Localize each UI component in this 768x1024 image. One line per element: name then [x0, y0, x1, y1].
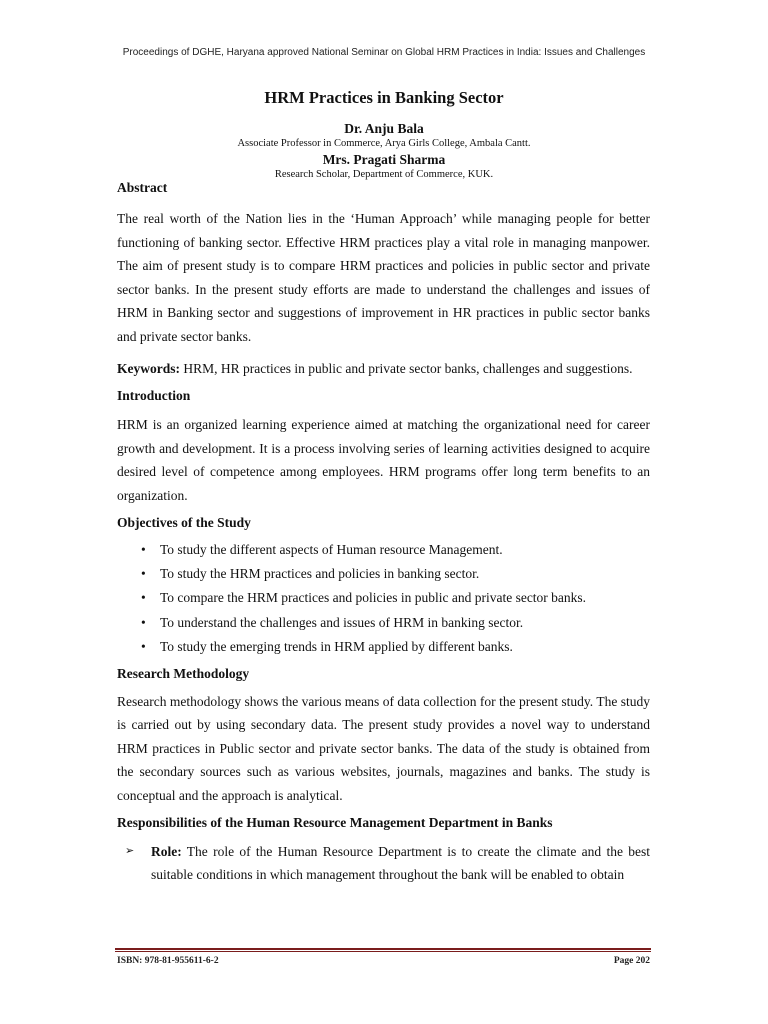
- bullet-icon: •: [141, 614, 146, 630]
- footer-rule-thin: [115, 951, 651, 952]
- list-item: • To study the different aspects of Human resource Management.: [117, 538, 650, 562]
- introduction-heading: Introduction: [117, 388, 191, 404]
- role-label: Role:: [151, 843, 182, 859]
- responsibilities-heading: Responsibilities of the Human Resource Management Department in Banks: [117, 814, 553, 830]
- bullet-icon: •: [141, 565, 146, 581]
- author-1-name: Dr. Anju Bala: [344, 121, 424, 136]
- list-item: • To compare the HRM practices and policies in public and private sector banks.: [117, 586, 650, 610]
- bullet-icon: •: [141, 590, 146, 606]
- keywords: [117, 357, 650, 381]
- arrow-bullet-icon: ➢: [125, 844, 135, 857]
- author-1-affiliation: Associate Professor in Commerce, Arya Girls College, Ambala Cantt.: [237, 138, 531, 149]
- keywords-label: Keywords:: [117, 360, 180, 376]
- list-item: • To understand the challenges and issues of HRM in banking sector.: [117, 611, 650, 635]
- role-item: [117, 840, 650, 887]
- abstract-text: The real worth of the Nation lies in the ‘Human Approach’ while managing people for better functioning of banking sector. Effective HRM practices play a vital role in managing manpower. The aim of present study is to compare HRM practices and policies in public sector and private sector banks. In the present study efforts are made to understand the challenges and issues of HRM in Banking sector and suggestions of improvement in HR practices in public sector banks and private sector banks.: [117, 211, 650, 344]
- methodology-heading: Research Methodology: [117, 665, 250, 681]
- paper-body: [117, 180, 650, 887]
- footer-page-number: Page 202: [613, 956, 650, 966]
- abstract-heading: Abstract: [117, 180, 168, 195]
- running-header: Proceedings of DGHE, Haryana approved National Seminar on Global HRM Practices in India: Issues and Challenges: [122, 47, 646, 58]
- footer-rule: [115, 948, 651, 950]
- role-text: The role of the Human Resource Department is to create the climate and the best suitable conditions in which management throughout the bank will be enabled to obtain: [151, 843, 650, 883]
- author-2-affiliation: Research Scholar, Department of Commerce, KUK.: [274, 169, 494, 180]
- author-2-name: Mrs. Pragati Sharma: [322, 152, 446, 167]
- introduction-text: HRM is an organized learning experience aimed at matching the organizational need for career growth and development. It is a process involving series of learning activities designed to acquire desired level of competence among employees. HRM programs offer long term benefits to an organization.: [117, 417, 650, 503]
- objectives-list: [117, 538, 650, 660]
- objectives-heading: Objectives of the Study: [117, 514, 251, 530]
- paper-title: HRM Practices in Banking Sector: [264, 88, 504, 107]
- methodology-text: Research methodology shows the various means of data collection for the present study. The study is carried out by using secondary data. The present study provides a novel way to understand HRM practices in Public sector and private sector banks. The data of the study is obtained from the secondary sources such as various websites, journals, magazines and banks. The study is conceptual and the approach is analytical.: [117, 693, 650, 803]
- footer-isbn: ISBN: 978-81-955611-6-2: [117, 956, 219, 966]
- keywords-text: HRM, HR practices in public and private sector banks, challenges and suggestions.: [180, 360, 633, 376]
- bullet-icon: •: [141, 639, 146, 655]
- list-item: • To study the emerging trends in HRM applied by different banks.: [117, 635, 650, 659]
- bullet-icon: •: [141, 541, 146, 557]
- list-item: • To study the HRM practices and policies in banking sector.: [117, 562, 650, 586]
